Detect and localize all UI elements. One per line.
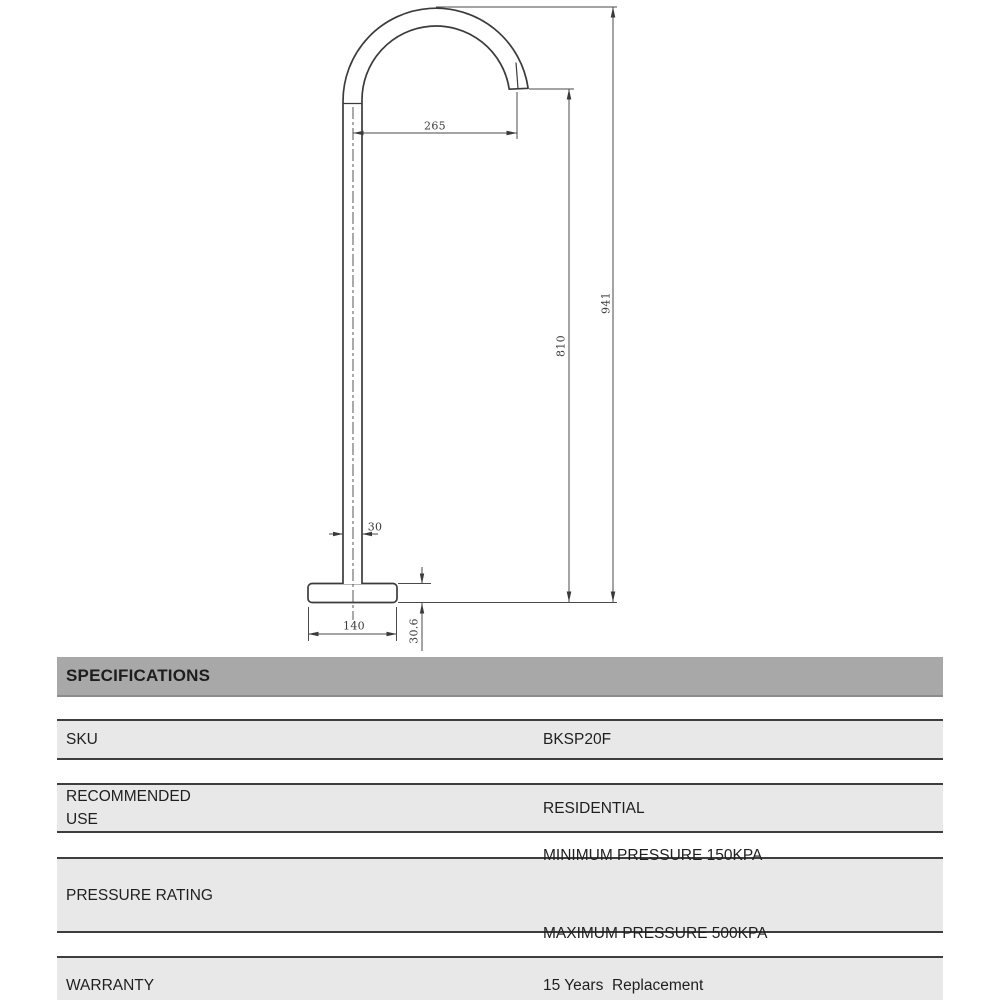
dim-label-pipe-width: 30 [367, 520, 383, 534]
spec-label-warranty: WARRANTY [66, 976, 155, 994]
spec-value-pressure-rating: MINIMUM PRESSURE 150KPA MAXIMUM PRESSURE 500KPA [543, 847, 768, 942]
specifications-header-label: SPECIFICATIONS [66, 666, 211, 685]
dim-label-reach: 265 [424, 119, 446, 133]
spec-value-sku: BKSP20F [543, 731, 612, 748]
spec-label-sku: SKU [66, 731, 98, 748]
spec-label-recommended-use: RECOMMENDED USE [66, 788, 191, 828]
dim-label-total-height: 941 [599, 292, 613, 314]
dim-label-outlet-height: 810 [554, 335, 568, 357]
spout-outline [343, 8, 528, 584]
spec-value-warranty: 15 Years Replacement [543, 976, 704, 994]
spec-value-recommended-use: RESIDENTIAL [543, 799, 645, 817]
spec-label-pressure-rating: PRESSURE RATING [66, 886, 213, 904]
dim-label-base-width: 140 [343, 619, 365, 633]
spec-row-pressure-rating [57, 847, 943, 942]
dim-label-base-height: 30.6 [407, 618, 421, 644]
spec-row-warranty [57, 956, 943, 1000]
